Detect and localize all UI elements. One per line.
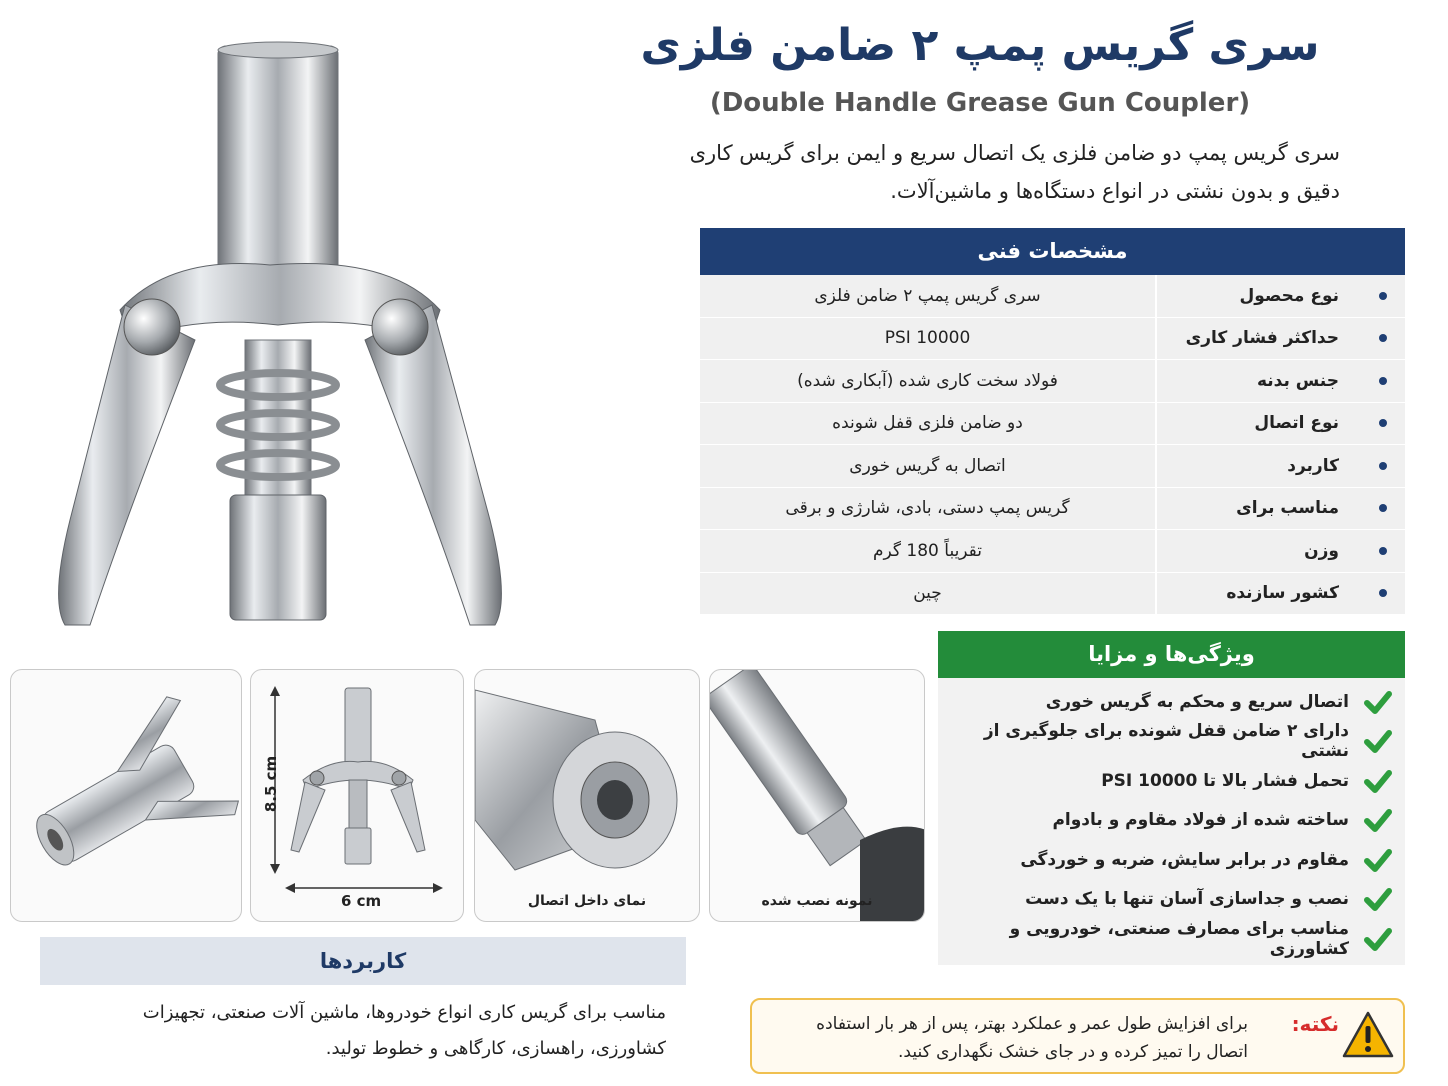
note-label: نکته: bbox=[1291, 1012, 1339, 1036]
thumbnail-installed bbox=[709, 669, 925, 922]
feature-text: مقاوم در برابر سایش، ضربه و خوردگی bbox=[1020, 849, 1349, 870]
spec-value: تقریباً 180 گرم bbox=[700, 530, 1155, 572]
thumbnail-inside-view bbox=[474, 669, 700, 922]
spec-value: دو ضامن فلزی قفل شونده bbox=[700, 403, 1155, 445]
inside-view-caption: نمای داخل اتصال bbox=[527, 893, 647, 909]
feature-text: تحمل فشار بالا تا 10000 PSI bbox=[1101, 770, 1349, 791]
feature-item bbox=[938, 919, 1405, 959]
bullet-icon bbox=[1379, 334, 1387, 342]
spec-key: نوع اتصال bbox=[1254, 413, 1339, 434]
check-icon bbox=[1363, 687, 1393, 717]
feature-text: مناسب برای مصارف صنعتی، خودرویی و کشاورزی bbox=[1009, 918, 1349, 959]
bullet-icon bbox=[1379, 419, 1387, 427]
check-icon bbox=[1363, 924, 1393, 954]
feature-text: دارای ۲ ضامن قفل شونده برای جلوگیری از نشتی bbox=[983, 721, 1349, 762]
bullet-icon bbox=[1379, 462, 1387, 470]
spec-key: حداکثر فشار کاری bbox=[1185, 328, 1339, 349]
thumbnail-dimensions bbox=[250, 669, 464, 922]
feature-item bbox=[938, 761, 1405, 801]
spec-key: کاربرد bbox=[1287, 455, 1339, 476]
intro-line-2: دقیق و بدون نشتی در انواع دستگاه‌ها و ماشین‌آلات. bbox=[890, 179, 1340, 203]
specs-heading: مشخصات فنی bbox=[700, 228, 1405, 275]
applications-text bbox=[40, 985, 686, 1067]
check-icon bbox=[1363, 805, 1393, 835]
bullet-icon bbox=[1379, 377, 1387, 385]
spec-row bbox=[700, 275, 1405, 318]
check-icon bbox=[1363, 845, 1393, 875]
dimension-width-label: 6 cm bbox=[341, 892, 382, 910]
feature-item bbox=[938, 801, 1405, 841]
page-title: سری گریس پمپ ۲ ضامن فلزی bbox=[640, 20, 1320, 71]
installed-caption: نمونه نصب شده bbox=[761, 893, 873, 909]
features-list bbox=[938, 678, 1405, 965]
applications-line-2: کشاورزی، راهسازی، کارگاهی و خطوط تولید. bbox=[325, 1038, 666, 1059]
feature-text: نصب و جداسازی آسان تنها با یک دست bbox=[1025, 889, 1349, 910]
coupler-installed-image bbox=[710, 670, 925, 922]
spec-value: فولاد سخت کاری شده (آبکاری شده) bbox=[700, 360, 1155, 402]
coupler-angled-image bbox=[11, 670, 242, 922]
spec-value: گریس پمپ دستی، بادی، شارژی و برقی bbox=[700, 488, 1155, 530]
spec-key: کشور سازنده bbox=[1226, 583, 1339, 604]
thumbnail-angled-view bbox=[10, 669, 242, 922]
spec-row bbox=[700, 360, 1405, 403]
feature-text: اتصال سریع و محکم به گریس خوری bbox=[1045, 691, 1349, 712]
spec-value: چین bbox=[700, 573, 1155, 615]
dimension-height-label: 8.5 cm bbox=[262, 755, 281, 813]
note-text bbox=[788, 1010, 1248, 1066]
feature-text: ساخته شده از فولاد مقاوم و بادوام bbox=[1052, 810, 1349, 831]
bullet-icon bbox=[1379, 547, 1387, 555]
feature-item bbox=[938, 840, 1405, 880]
spec-row bbox=[700, 318, 1405, 361]
spec-key: جنس بدنه bbox=[1256, 370, 1339, 391]
applications-panel bbox=[40, 937, 686, 1067]
spec-value: اتصال به گریس خوری bbox=[700, 445, 1155, 487]
features-heading: ویژگی‌ها و مزایا bbox=[938, 631, 1405, 678]
spec-key: مناسب برای bbox=[1236, 498, 1339, 519]
intro-paragraph bbox=[640, 134, 1340, 210]
note-box bbox=[750, 998, 1405, 1074]
check-icon bbox=[1363, 884, 1393, 914]
spec-row bbox=[700, 403, 1405, 446]
feature-item bbox=[938, 722, 1405, 762]
main-product-image bbox=[30, 40, 550, 640]
intro-line-1: سری گریس پمپ دو ضامن فلزی یک اتصال سریع و ایمن برای گریس کاری bbox=[689, 141, 1340, 165]
note-line-1: برای افزایش طول عمر و عملکرد بهتر، پس از هر بار استفاده bbox=[816, 1014, 1248, 1034]
feature-item bbox=[938, 682, 1405, 722]
feature-item bbox=[938, 880, 1405, 920]
spec-row bbox=[700, 573, 1405, 616]
note-line-2: اتصال را تمیز کرده و در جای خشک نگهداری کنید. bbox=[898, 1042, 1248, 1062]
applications-line-1: مناسب برای گریس کاری انواع خودروها، ماشین آلات صنعتی، تجهیزات bbox=[142, 1002, 666, 1023]
bullet-icon bbox=[1379, 589, 1387, 597]
spec-row bbox=[700, 530, 1405, 573]
applications-heading: کاربردها bbox=[40, 937, 686, 985]
check-icon bbox=[1363, 726, 1393, 756]
check-icon bbox=[1363, 766, 1393, 796]
spec-value: 10000 PSI bbox=[700, 318, 1155, 360]
spec-row bbox=[700, 445, 1405, 488]
warning-icon bbox=[1341, 1010, 1395, 1060]
bullet-icon bbox=[1379, 504, 1387, 512]
spec-value: سری گریس پمپ ۲ ضامن فلزی bbox=[700, 275, 1155, 317]
dimension-diagram bbox=[251, 670, 464, 922]
bullet-icon bbox=[1379, 292, 1387, 300]
coupler-inside-image bbox=[475, 670, 700, 922]
spec-row bbox=[700, 488, 1405, 531]
spec-key: وزن bbox=[1304, 540, 1339, 561]
spec-key: نوع محصول bbox=[1239, 285, 1339, 306]
features-panel bbox=[938, 631, 1405, 965]
specs-table bbox=[700, 228, 1405, 615]
page-subtitle: (Double Handle Grease Gun Coupler) bbox=[709, 88, 1251, 118]
